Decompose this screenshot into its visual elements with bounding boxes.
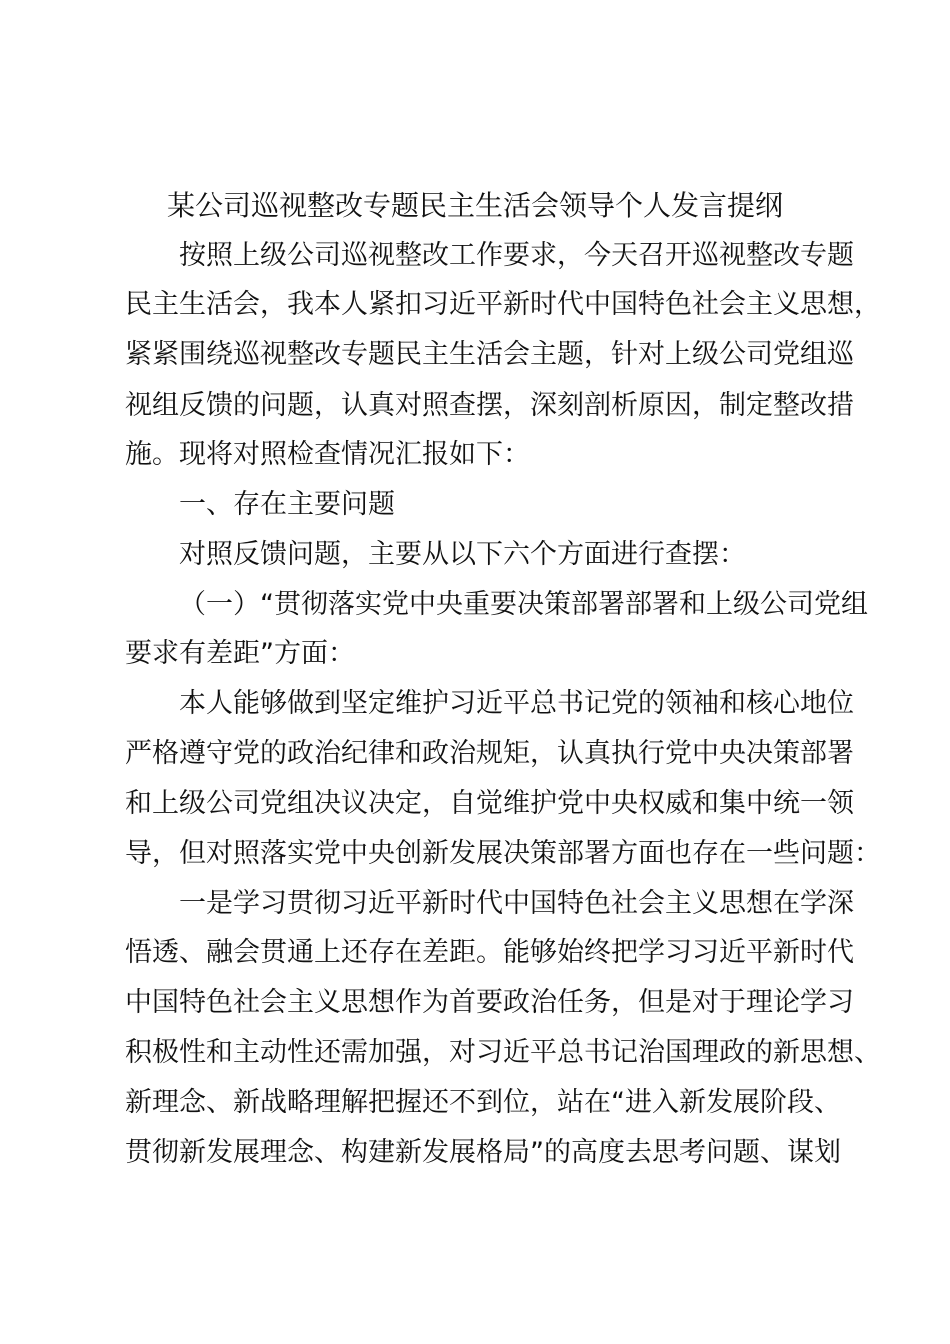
paragraph-line: 中国特色社会主义思想作为首要政治任务，但是对于理论学习 — [125, 987, 854, 1018]
paragraph-line: 按照上级公司巡视整改工作要求，今天召开巡视整改专题 — [179, 240, 854, 271]
paragraph-line: 积极性和主动性还需加强，对习近平总书记治国理政的新思想、 — [125, 1037, 881, 1068]
subsection-heading: （一）“贯彻落实党中央重要决策部署部署和上级公司党组 — [179, 589, 868, 620]
paragraph-line: 严格遵守党的政治纪律和政治规矩，认真执行党中央决策部署 — [125, 738, 854, 769]
paragraph-line: 和上级公司党组决议决定，自觉维护党中央权威和集中统一领 — [125, 788, 854, 819]
section-heading: 一、存在主要问题 — [179, 489, 395, 520]
paragraph-line: 视组反馈的问题，认真对照查摆，深刻剖析原因，制定整改措 — [125, 390, 854, 421]
paragraph-line: 新理念、新战略理解把握还不到位，站在“进入新发展阶段、 — [125, 1087, 841, 1118]
paragraph-line: 贯彻新发展理念、构建新发展格局”的高度去思考问题、谋划 — [125, 1137, 841, 1168]
paragraph-line: 施。现将对照检查情况汇报如下： — [125, 439, 530, 470]
paragraph-line: 紧紧围绕巡视整改专题民主生活会主题，针对上级公司党组巡 — [125, 339, 854, 370]
paragraph-line: 本人能够做到坚定维护习近平总书记党的领袖和核心地位 — [179, 688, 854, 719]
paragraph-line: 一是学习贯彻习近平新时代中国特色社会主义思想在学深 — [179, 888, 854, 919]
document-title: 某公司巡视整改专题民主生活会领导个人发言提纲 — [166, 189, 783, 222]
paragraph-line: 导，但对照落实党中央创新发展决策部署方面也存在一些问题： — [125, 838, 881, 869]
paragraph-line: 对照反馈问题，主要从以下六个方面进行查摆： — [179, 539, 746, 570]
subsection-heading: 要求有差距”方面： — [125, 638, 355, 669]
paragraph-line: 民主生活会，我本人紧扣习近平新时代中国特色社会主义思想， — [125, 289, 881, 320]
paragraph-line: 悟透、融会贯通上还存在差距。能够始终把学习习近平新时代 — [125, 937, 854, 968]
